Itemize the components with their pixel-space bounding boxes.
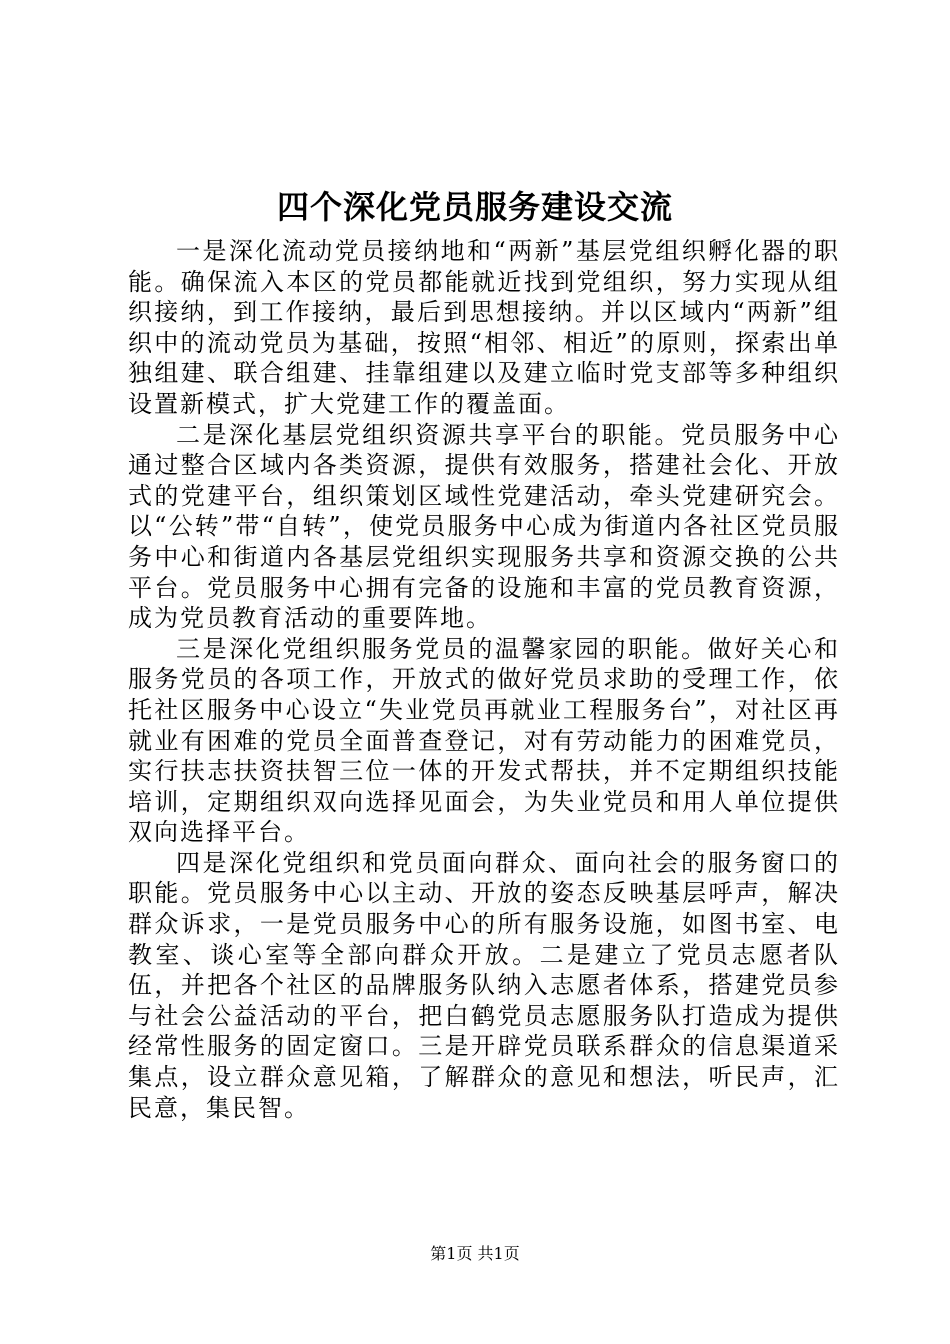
paragraph-1: 一是深化流动党员接纳地和“两新”基层党组织孵化器的职能。确保流入本区的党员都能就近找到党组织，努力实现从组织接纳，到工作接纳，最后到思想接纳。并以区域内“两新”组织中的流动党员为基础，按照“相邻、相近”的原则，探索出单独组建、联合组建、挂靠组建以及建立临时党支部等多种组织设置新模式，扩大党建工作的覆盖面。 (128, 237, 840, 418)
page-footer: 第1页 共1页 (430, 1244, 520, 1263)
document-body (128, 236, 840, 1123)
document-title: 四个深化党员服务建设交流 (276, 188, 673, 226)
paragraph-3: 三是深化党组织服务党员的温馨家园的职能。做好关心和服务党员的各项工作，开放式的做好党员求助的受理工作，依托社区服务中心设立“失业党员再就业工程服务台”，对社区再就业有困难的党员全面普查登记，对有劳动能力的困难党员，实行扶志扶资扶智三位一体的开发式帮扶，并不定期组织技能培训，定期组织双向选择见面会，为失业党员和用人单位提供双向选择平台。 (128, 634, 840, 847)
paragraph-4: 四是深化党组织和党员面向群众、面向社会的服务窗口的职能。党员服务中心以主动、开放的姿态反映基层呼声，解决群众诉求，一是党员服务中心的所有服务设施，如图书室、电教室、谈心室等全部向群众开放。二是建立了党员志愿者队伍，并把各个社区的品牌服务队纳入志愿者体系，搭建党员参与社会公益活动的平台，把白鹤党员志愿服务队打造成为提供经常性服务的固定窗口。三是开辟党员联系群众的信息渠道采集点，设立群众意见箱，了解群众的意见和想法，听民声，汇民意，集民智。 (128, 848, 840, 1122)
paragraph-2: 二是深化基层党组织资源共享平台的职能。党员服务中心通过整合区域内各类资源，提供有效服务，搭建社会化、开放式的党建平台，组织策划区域性党建活动，牵头党建研究会。以“公转”带“自转”，使党员服务中心成为街道内各社区党员服务中心和街道内各基层党组织实现服务共享和资源交换的公共平台。党员服务中心拥有完备的设施和丰富的党员教育资源，成为党员教育活动的重要阵地。 (128, 420, 840, 633)
